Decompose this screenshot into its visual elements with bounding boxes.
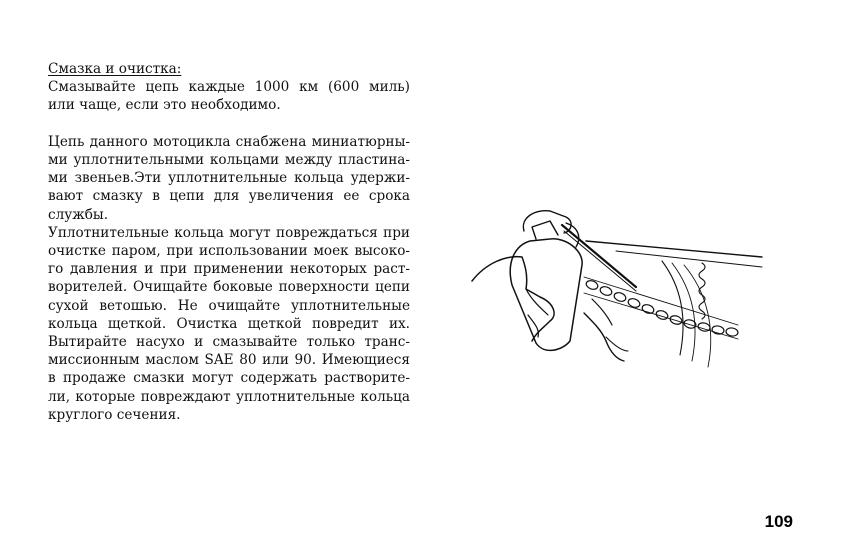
sprocket-arc [672, 263, 695, 361]
spray-can-neck [532, 221, 558, 239]
para3-line: круглого сечения. [48, 406, 181, 423]
second-hand [584, 313, 624, 361]
para3-line: Вытирайте насухо и смазывайте только транс- [48, 334, 410, 351]
para2-line: ми уплотнительными кольцами между пластина- [48, 152, 410, 168]
sprocket-arc [684, 265, 711, 367]
text-column [48, 60, 410, 424]
hand [526, 289, 548, 315]
para2-line: службы. [48, 206, 109, 223]
nozzle-tube [562, 225, 636, 287]
para2-line: вают смазку в цепи для увеличения ее срока [48, 188, 410, 205]
second-hand [592, 299, 612, 325]
para2-line: Цепь данного мотоцикла снабжена миниатюрны- [48, 133, 410, 150]
para3-line: кольца щеткой. Очистка щеткой повредит их. [48, 315, 410, 332]
para3-line: ли, которые повреждают уплотнительные кольца [48, 388, 410, 405]
spray-can-body [510, 239, 582, 351]
swingarm-line [616, 251, 762, 267]
para3-line: ворителей. Очищайте боковые поверхности цепи [48, 279, 410, 296]
section-heading: Смазка и очистка: [48, 61, 182, 77]
swingarm-line [586, 241, 762, 257]
chain [584, 277, 738, 339]
para3-line: очистке паром, при использовании моек высоко- [48, 243, 410, 260]
para3-line: в продаже смазки могут содержать растворите- [48, 370, 410, 387]
para3-line: сухой ветошью. Не очищайте уплотнительные [48, 297, 410, 314]
paragraph-gap [48, 115, 410, 133]
para3-line: Уплотнительные кольца могут повреждаться при [48, 224, 410, 241]
para2-line: ми звеньев.Эти уплотнительные кольца удержи- [48, 170, 410, 187]
tire-edge [699, 263, 705, 319]
page-number: 109 [764, 512, 793, 531]
hand [472, 257, 554, 341]
para1-line: Смазывайте цепь каждые 1000 км (600 миль) [48, 79, 410, 96]
para1-line: или чаще, если это необходимо. [48, 97, 281, 114]
chain-lubrication-illustration [466, 205, 766, 385]
para3-line: миссионным маслом SAE 80 или 90. Имеющиеся [48, 352, 410, 369]
para3-line: го давления и при применении некоторых раст- [48, 261, 410, 278]
